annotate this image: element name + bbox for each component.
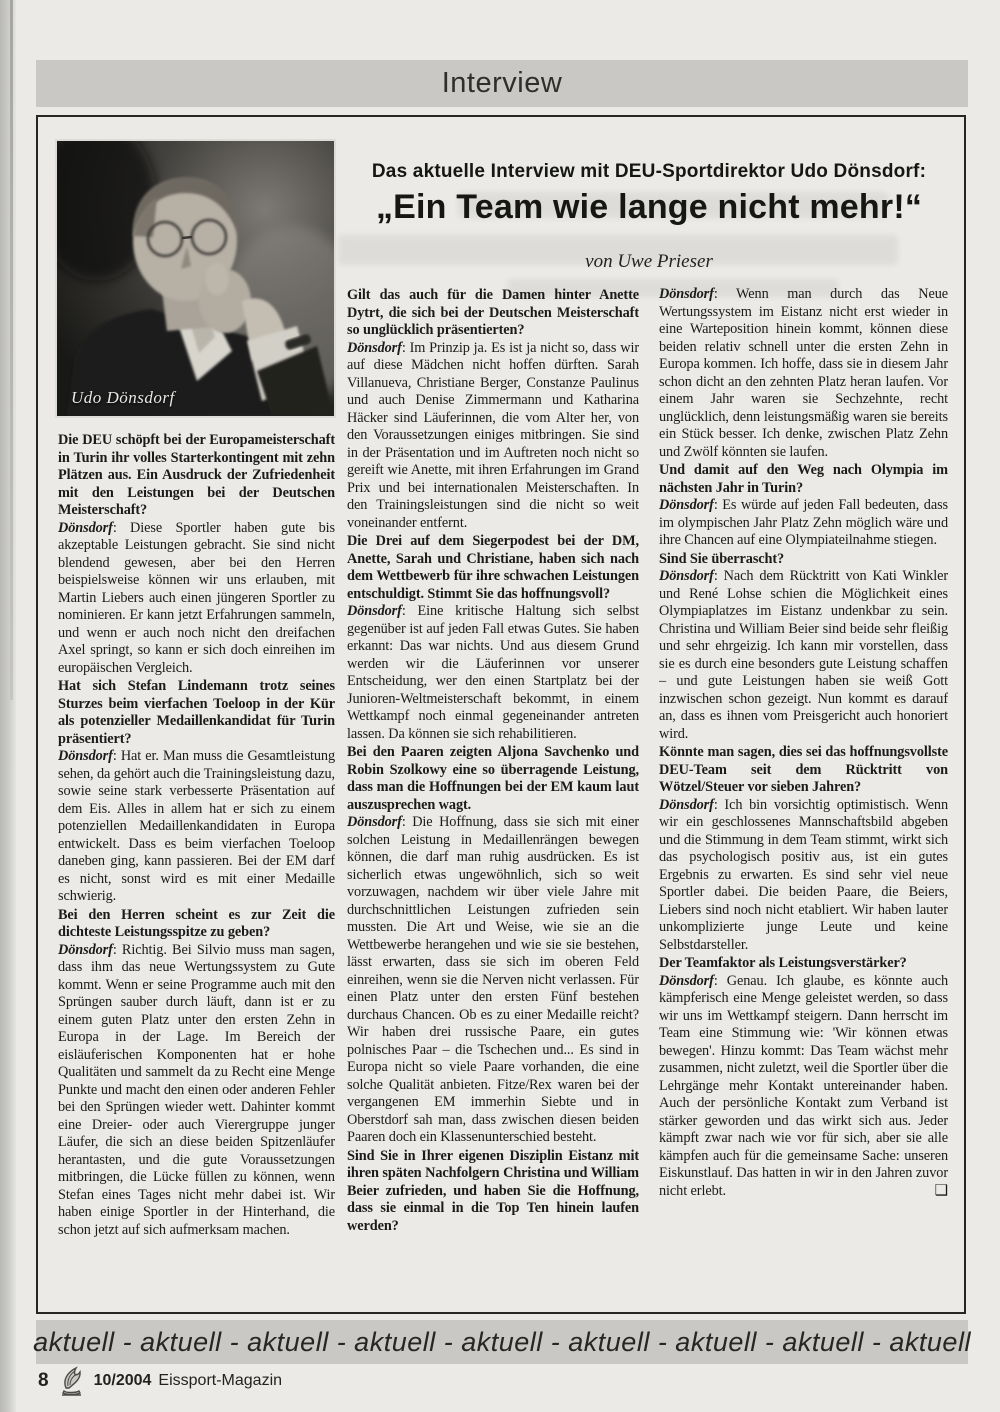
speaker-name: Dönsdorf	[347, 339, 402, 356]
interview-question: Hat sich Stefan Lindemann trotz seines Sturzes beim vierfachen Toeloop in der Kür als potenzieller Medaillenkandidat für Turin präsentiert?	[58, 678, 335, 747]
article-column-2	[347, 286, 639, 1302]
issue-label: 10/2004	[93, 1372, 152, 1389]
interview-answer: Dönsdorf: Die Hoffnung, dass sie sich mit einer solchen Leistung in Medaillenrängen bewegen können, die darf man ruhig ausdrücken. Es ist sicherlich etwas ungewöhnlich, sich so weit vorzuwagen, nachdem wir über viele Jahre mit durchschnittlichen Leistungen zufrieden sein mussten. Die Art und Weise, wie sie an die Wettbewerbe herangehen und wie sie sie bestehen, lässt erwarten, dass sie sich im oberen Feld einreihen, wenn sie die Nerven nicht verlassen. Für einen Platz unter den ersten Fünf bestehen durchaus Chancen. Ob es zu einer Medaille reicht? Wir haben drei russische Paare, ein gutes polnisches Paar – die Tschechen und... Es sind in Europa nicht so viele Paare vorhanden, die eine solche Qualität anbieten. Fitze/Rex waren bei der vergangenen EM immerhin Siebte und in Oberstdorf sah man, dass zwischen diesen beiden Paaren doch ein Klassenunterschied besteht.	[347, 814, 639, 1145]
interview-answer: Dönsdorf: Eine kritische Haltung sich selbst gegenüber ist auf jeden Fall etwas Gutes. Sie haben erkannt: Das war nichts. Und aus diesem Grund werden wir die Läuferinnen vor unserer Entscheidung, wer den einen Startplatz bei der Junioren-Weltmeisterschaft bekommt, in einem Wettkampf noch einmal gegeneinander antreten lassen. Da können sie sich rehabilitieren.	[347, 603, 639, 742]
interview-answer: Dönsdorf: Nach dem Rücktritt von Kati Winkler und René Lohse schien die Möglichkeit eines Olympiaplatzes im Eistanz undenkbar zu sein. Christina und William Beier sind beide sehr fleißig und sehr ehrgeizig. Ich kann mir vorstellen, dass sie es durch eine besonders gute Leistung schaffen – und gute Leistungen haben sie weiß Gott inzwischen schon gezeigt. Nun kommt es darauf an, dass es ihnen vom Preisgericht auch honoriert wird.	[659, 568, 948, 742]
interview-answer: Dönsdorf: Genau. Ich glaube, es könnte auch kämpferisch eine Menge geleistet werden, so dass wir uns im Wettkampf steigern. Dann herrscht im Team eine Stimmung wie: 'Wir können etwas bewegen'. Hinzu kommt: Das Team wächst mehr zusammen, nicht zuletzt, weil die Sportler über die Lehrgänge mehr Kontakt untereinander haben. Auch der persönliche Kontakt zum Verband ist stärker geworden und das wirkt sich aus. Jeder kämpft zwar nach wie vor für sich, aber sie alle kämpfen auch für die gemeinsame Sache: unseren Eiskunstlauf. Das hatten in wir in den Jahren zuvor nicht erlebt. ❑	[659, 972, 948, 1199]
interview-answer: Dönsdorf: Richtig. Bei Silvio muss man sagen, dass ihm das neue Wertungssystem zu Gute kommt. Wenn er seine Programme auch mit den Sprüngen sauber durch läuft, dann ist er zu einem guten Platz unter den ersten Zehn in Europa in der Lage. Im Bereich der eisläuferischen Komponenten hat er hohe Qualitäten und sammelt da zu Recht eine Menge Punkte und macht den einen oder anderen Fehler bei den Sprüngen wieder wett. Dahinter kommt eine Dreier- oder auch Vierergruppe junger Läufer, die sich an diese beiden Spitzenläufer herantasten, und die gute Voraussetzungen mitbringen, die Lücke füllen zu können, wenn Stefan eines Tages nicht mehr dabei ist. Wir haben einige Sportler in der Hinterhand, die schon jetzt auf sich aufmerksam machen.	[58, 941, 335, 1238]
scan-edge-artifact	[0, 0, 16, 1412]
interview-question: Sind Sie in Ihrer eigenen Disziplin Eistanz mit ihren späten Nachfolgern Christina und William Beier zufrieden, und haben Sie die Hoffnung, dass sie einmal in die Top Ten hinein laufen werden?	[347, 1147, 639, 1234]
article-column-3	[659, 286, 948, 1302]
eissport-skate-logo-icon	[58, 1366, 85, 1397]
portrait-illustration	[57, 141, 334, 416]
interview-answer: Dönsdorf: Im Prinzip ja. Es ist ja nicht so, dass wir auf diese Mädchen nicht hoffen dürften. Sarah Villanueva, Christiane Berger, Constanze Paulinus und auch Denise Zimmermann und Katharina Häcker sind Läuferinnen, die vom Alter her, von den Voraussetzungen einiges mitbringen. Sie sind in der Präsentation und im Auftreten noch nicht so gereift wie Anette, mit ihren Erfahrungen im Grand Prix und bei internationalen Meisterschaften. In den Trainingsleistungen sind die nicht so weit voneinander entfernt.	[347, 339, 639, 531]
speaker-name: Dönsdorf	[659, 568, 714, 584]
speaker-name: Dönsdorf	[347, 603, 402, 619]
interview-question: Sind Sie überrascht?	[659, 550, 785, 567]
speaker-name: Dönsdorf	[659, 796, 714, 813]
interview-question: Bei den Paaren zeigten Aljona Savchenko und Robin Szolkowy eine so überragende Leistung, dass man die Hoffnungen bei der EM kaum laut auszusprechen wagt.	[347, 744, 639, 813]
interviewee-photo	[57, 141, 334, 416]
magazine-name: Eissport-Magazin	[158, 1372, 283, 1389]
article-end-mark: ❑	[934, 1182, 948, 1199]
article-headline: „Ein Team wie lange nicht mehr!“	[375, 188, 923, 226]
article-byline: von Uwe Prieser	[585, 251, 713, 272]
photo-caption: Udo Dönsdorf	[71, 388, 175, 407]
page-number: 8	[38, 1370, 49, 1391]
interview-answer: Dönsdorf: Es würde auf jeden Fall bedeuten, dass im olympischen Jahr Platz Zehn möglich wäre und ihre Chancen auf eine Olympiateilnahme stiegen.	[659, 497, 948, 548]
interview-question: Bei den Herren scheint es zur Zeit die dichteste Leistungsspitze zu geben?	[58, 906, 335, 940]
speaker-name: Dönsdorf	[58, 941, 113, 958]
section-header-band	[36, 60, 968, 107]
article-header	[346, 161, 952, 273]
interview-question: Der Teamfaktor als Leistungsverstärker?	[659, 955, 907, 971]
speaker-name: Dönsdorf	[58, 519, 113, 536]
speaker-name: Dönsdorf	[58, 748, 113, 764]
aktuell-banner-text: aktuell - aktuell - aktuell - aktuell - aktuell - aktuell - aktuell - aktuell - aktuell	[33, 1326, 971, 1357]
speaker-name: Dönsdorf	[659, 497, 714, 513]
interview-answer: Dönsdorf: Hat er. Man muss die Gesamtleistung sehen, da gehört auch die Trainingsleistung dazu, sowie seine stark verbesserte Präsentation auf dem Eis. Alles in allem hat er sich zu einem potenziellen Medaillenkandidaten in Europa entwickelt. Dass es beim vierfachen Toeloop daneben ging, kann passieren. Bei der EM darf es nicht, sonst wird es mit einer Medaille schwierig.	[58, 748, 335, 904]
aktuell-banner	[33, 1320, 971, 1364]
interview-question: Könnte man sagen, dies sei das hoffnungsvollste DEU-Team seit dem Rücktritt von Wötzel/Steuer vor sieben Jahren?	[659, 744, 948, 795]
interview-question: Die Drei auf dem Siegerpodest bei der DM, Anette, Sarah und Christiane, haben sich nach dem Wettbewerb für ihre schwachen Leistungen entschuldigt. Stimmt Sie das hoffnungsvoll?	[347, 533, 639, 602]
interview-question: Gilt das auch für die Damen hinter Anette Dytrt, die sich bei der Deutschen Meisterschaft so unglücklich präsentierten?	[347, 287, 639, 338]
interview-answer: Dönsdorf: Wenn man durch das Neue Wertungssystem im Eistanz nicht erst wieder in eine Warteposition hinein kommt, können diese beiden relativ schnell unter die ersten Zehn in Europa kommen. Ich hoffe, dass sie in diesem Jahr schon dicht an den zehnten Platz heran laufen. Vor einem Jahr waren sie Sechzehnte, recht unglücklich, denn leistungsmäßig waren sie bereits ein Stück besser. Ich denke, zwischen Platz Zehn und Zwölf könnten sie laufen.	[659, 286, 948, 460]
interview-question: Und damit auf den Weg nach Olympia im nächsten Jahr in Turin?	[659, 462, 948, 496]
interview-answer: Dönsdorf: Diese Sportler haben gute bis akzeptable Leistungen gebracht. Sie sind nicht blendend gewesen, aber bei den Herren beispielsweise können wir uns erlauben, mit Martin Liebers auch einen jüngeren Sportler zu nominieren. Er kann jetzt Erfahrungen sammeln, und wenn er auch noch nicht den dreifachen Axel springt, so kann er sich doch einreihen im europäischen Vergleich.	[58, 519, 335, 676]
article-kicker: Das aktuelle Interview mit DEU-Sportdirektor Udo Dönsdorf:	[371, 161, 927, 182]
speaker-name: Dönsdorf	[659, 286, 714, 302]
interview-question: Die DEU schöpft bei der Europameisterschaft in Turin ihr volles Starterkontingent mit zehn Plätzen aus. Ein Ausdruck der Zufriedenheit mit den Leistungen bei der Deutschen Meisterschaft?	[58, 432, 335, 518]
article-frame	[36, 115, 966, 1314]
section-label: Interview	[441, 67, 563, 99]
page-footer	[38, 1364, 282, 1398]
speaker-name: Dönsdorf	[347, 814, 402, 830]
interview-answer: Dönsdorf: Ich bin vorsichtig optimistisch. Wenn wir ein geschlossenes Mannschaftsbild abgeben und die Stimmung in dem Team stimmt, wirkt sich das psychologisch positiv aus, ist ein gutes Ergebnis zu erwarten. Es sind sehr viel neue Sportler dabei. Die beiden Paare, die Beiers, Liebers sind noch nicht etabliert. Wir haben lauter unkomplizierte junge Leute und keine Selbstdarsteller.	[659, 796, 948, 953]
speaker-name: Dönsdorf	[659, 972, 714, 989]
article-column-1	[58, 431, 335, 1297]
